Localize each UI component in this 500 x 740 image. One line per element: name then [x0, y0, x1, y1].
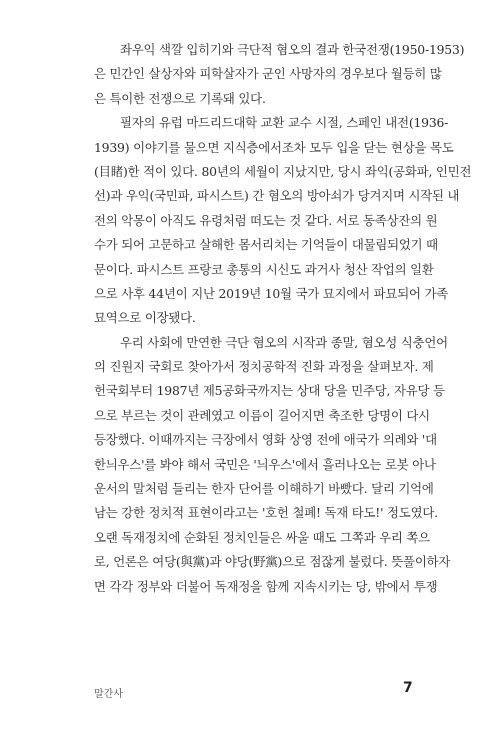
footer-label: 말간사 — [94, 689, 123, 700]
page-number: 7 — [403, 680, 413, 696]
text-line: 필자의 유럽 마드리드대학 교환 교수 시절, 스페인 내전(1936- — [120, 115, 449, 131]
text-line: 등장했다. 이때까지는 극장에서 영화 상영 전에 애국가 의례와 '대 — [94, 432, 437, 448]
text-line: 1939) 이야기를 물으면 지식층에서조차 모두 입을 닫는 현상을 목도 — [94, 139, 454, 155]
text-line: 문이다. 파시스트 프랑코 총통의 시신도 과거사 청산 작업의 일환 — [94, 261, 434, 277]
text-line: 은 민간인 살상자와 피학살자가 군인 사망자의 경우보다 월등히 많 — [94, 66, 442, 82]
text-line: (目睹)한 적이 있다. 80년의 세월이 지났지만, 당시 좌익(공화파, 인민전 — [94, 163, 472, 179]
text-line: 로, 언론은 여당(與黨)과 야당(野黨)으로 점잖게 불렀다. 뜻풀이하자 — [94, 554, 451, 570]
text-line: 의 진원지 국회로 찾아가서 정치공학적 진화 과정을 살펴보자. 제 — [94, 359, 434, 375]
text-line: 면 각각 정부와 더불어 독재정을 함께 지속시키는 당, 밖에서 투쟁 — [94, 578, 438, 594]
text-line: 으로 부르는 것이 관례였고 이름이 길어지면 축조한 당명이 다시 — [94, 407, 430, 423]
text-line: 으로 사후 44년이 지난 2019년 10월 국가 묘지에서 파묘되어 가족 — [94, 285, 449, 301]
paragraph — [94, 111, 472, 331]
text-line: 오랜 독재정치에 순화된 정치인들은 싸울 때도 그쪽과 우리 쪽으 — [94, 529, 430, 545]
text-line: 전의 악몽이 아직도 유령처럼 떠도는 것 같다. 서로 동족상잔의 원 — [94, 212, 438, 228]
text-line: 은 특이한 전쟁으로 기록돼 있다. — [94, 90, 266, 106]
text-line: 우리 사회에 만연한 극단 혐오의 시작과 종말, 혐오성 식충언어 — [120, 334, 448, 350]
text-line: 헌국회부터 1987년 제5공화국까지는 상대 당을 민주당, 자유당 등 — [94, 383, 445, 399]
text-line: 묘역으로 이장됐다. — [94, 310, 196, 326]
text-line: 남는 강한 정치적 표현이라고는 '호헌 철폐! 독재 타도!' 정도였다. — [94, 505, 438, 521]
text-line: 한늬우스'를 봐야 해서 국민은 '늬우스'에서 흘러나오는 로봇 아나 — [94, 456, 436, 472]
text-line: 수가 되어 고문하고 살해한 몸서리치는 기억들이 대물림되었기 때 — [94, 237, 438, 253]
paragraph — [94, 331, 451, 599]
paragraph — [94, 38, 465, 111]
body-text — [94, 38, 472, 599]
text-line: 운서의 말처럼 들리는 한자 단어를 이해하기 바빴다. 달리 기억에 — [94, 481, 434, 497]
text-line: 선)과 우익(국민파, 파시스트) 간 혐오의 방아쇠가 당겨지며 시작된 내 — [94, 188, 460, 204]
text-line: 좌우익 색깔 입히기와 극단적 혐오의 결과 한국전쟁(1950-1953) — [120, 42, 465, 57]
